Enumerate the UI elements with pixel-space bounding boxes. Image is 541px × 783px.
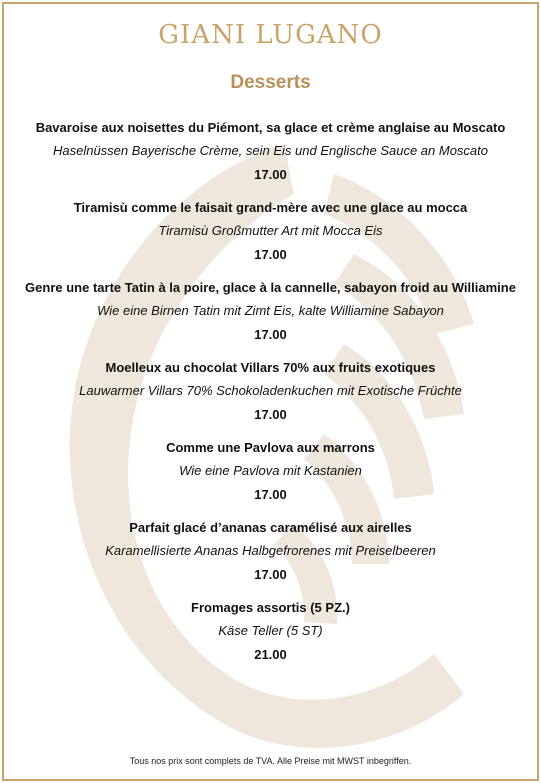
menu-item (4, 436, 537, 516)
item-name-fr: Bavaroise aux noisettes du Piémont, sa glace et crème anglaise au Moscato (35, 120, 506, 135)
item-name-de: Karamellisierte Ananas Halbgefrorenes mit Preiselbeeren (105, 543, 436, 558)
menu-page (2, 2, 539, 781)
item-price: 21.00 (254, 647, 287, 662)
section-title: Desserts (230, 72, 311, 93)
item-name-fr: Tiramisù comme le faisait grand-mère avec une glace au mocca (73, 200, 468, 215)
item-name-de: Lauwarmer Villars 70% Schokoladenkuchen mit Exotische Früchte (79, 383, 462, 398)
item-name-de: Wie eine Birnen Tatin mit Zimt Eis, kalte Williamine Sabayon (97, 303, 444, 318)
item-name-de: Haselnüssen Bayerische Crème, sein Eis und Englische Sauce an Moscato (52, 143, 488, 158)
brand-logo-text: GIANI LUGANO (158, 20, 383, 50)
item-name-fr: Fromages assortis (5 PZ.) (191, 600, 350, 615)
item-price: 17.00 (254, 407, 287, 422)
item-name-fr: Moelleux au chocolat Villars 70% aux fruits exotiques (105, 360, 436, 375)
item-price: 17.00 (254, 487, 287, 502)
item-name-fr: Parfait glacé d’ananas caramélisé aux airelles (129, 520, 412, 535)
item-price: 17.00 (254, 167, 287, 182)
menu-item (4, 356, 537, 436)
dessert-list (4, 116, 537, 676)
menu-item (4, 276, 537, 356)
menu-item (4, 196, 537, 276)
item-name-fr: Comme une Pavlova aux marrons (166, 440, 375, 455)
brand-logo (4, 18, 537, 52)
item-name-de: Wie eine Pavlova mit Kastanien (179, 463, 362, 478)
menu-item (4, 116, 537, 196)
item-price: 17.00 (254, 247, 287, 262)
menu-item (4, 516, 537, 596)
item-name-de: Tiramisù Großmutter Art mit Mocca Eis (158, 223, 383, 238)
menu-item (4, 596, 537, 676)
price-note-footer: Tous nos prix sont complets de TVA. Alle Preise mit MWST inbegriffen. (129, 756, 412, 766)
item-name-fr: Genre une tarte Tatin à la poire, glace à la cannelle, sabayon froid au Williamine (25, 280, 516, 295)
item-name-de: Käse Teller (5 ST) (218, 623, 323, 638)
item-price: 17.00 (254, 327, 287, 342)
item-price: 17.00 (254, 567, 287, 582)
